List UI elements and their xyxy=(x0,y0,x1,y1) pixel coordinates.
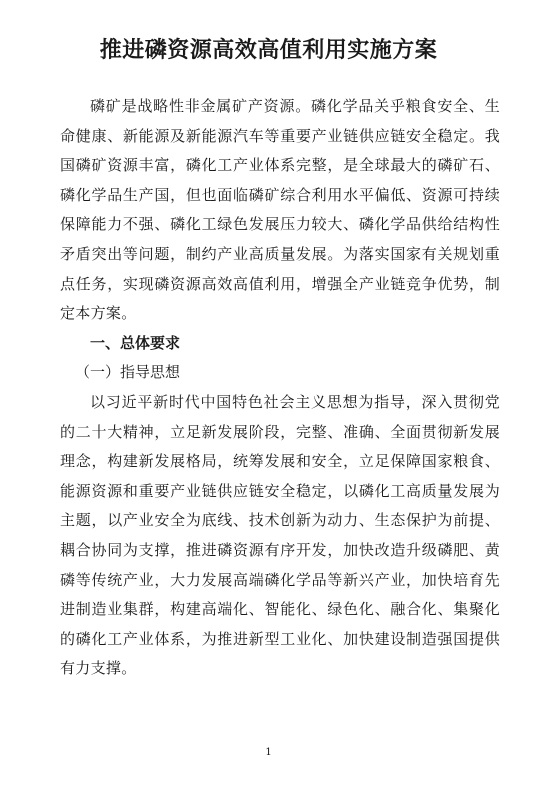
guiding-ideology-paragraph: 以习近平新时代中国特色社会主义思想为指导，深入贯彻党的二十大精神，立足新发展阶段，完整、准确、全面贯彻新发展理念，构建新发展格局，统筹发展和安全，立足保障国家粮食、能源资源和重要产业链供应链安全稳定，以磷化工高质量发展为主题，以产业安全为底线、技术创新为动力、生态保护为前提、耦合协同为支撑，推进磷资源有序开发，加快改造升级磷肥、黄磷等传统产业，大力发展高端磷化学品等新兴产业，加快培育先进制造业集群，构建高端化、智能化、绿色化、融合化、集聚化的磷化工产业体系，为推进新型工业化、加快建设制造强国提供有力支撑。 xyxy=(60,392,500,678)
section-heading: 一、总体要求 xyxy=(90,333,181,352)
subsection-heading: （一）指导思想 xyxy=(75,363,181,382)
intro-paragraph: 磷矿是战略性非金属矿产资源。磷化学品关乎粮食安全、生命健康、新能源及新能源汽车等重要产业链供应链安全稳定。我国磷矿资源丰富，磷化工产业体系完整，是全球最大的磷矿石、磷化学品生产国，但也面临磷矿综合利用水平偏低、资源可持续保障能力不强、磷化工绿色发展压力较大、磷化学品供给结构性矛盾突出等问题，制约产业高质量发展。为落实国家有关规划重点任务，实现磷资源高效高值利用，增强全产业链竞争优势，制定本方案。 xyxy=(60,97,500,323)
document-title: 推进磷资源高效高值利用实施方案 xyxy=(99,38,438,63)
document-body xyxy=(60,92,500,684)
page-number: 1 xyxy=(265,747,272,758)
